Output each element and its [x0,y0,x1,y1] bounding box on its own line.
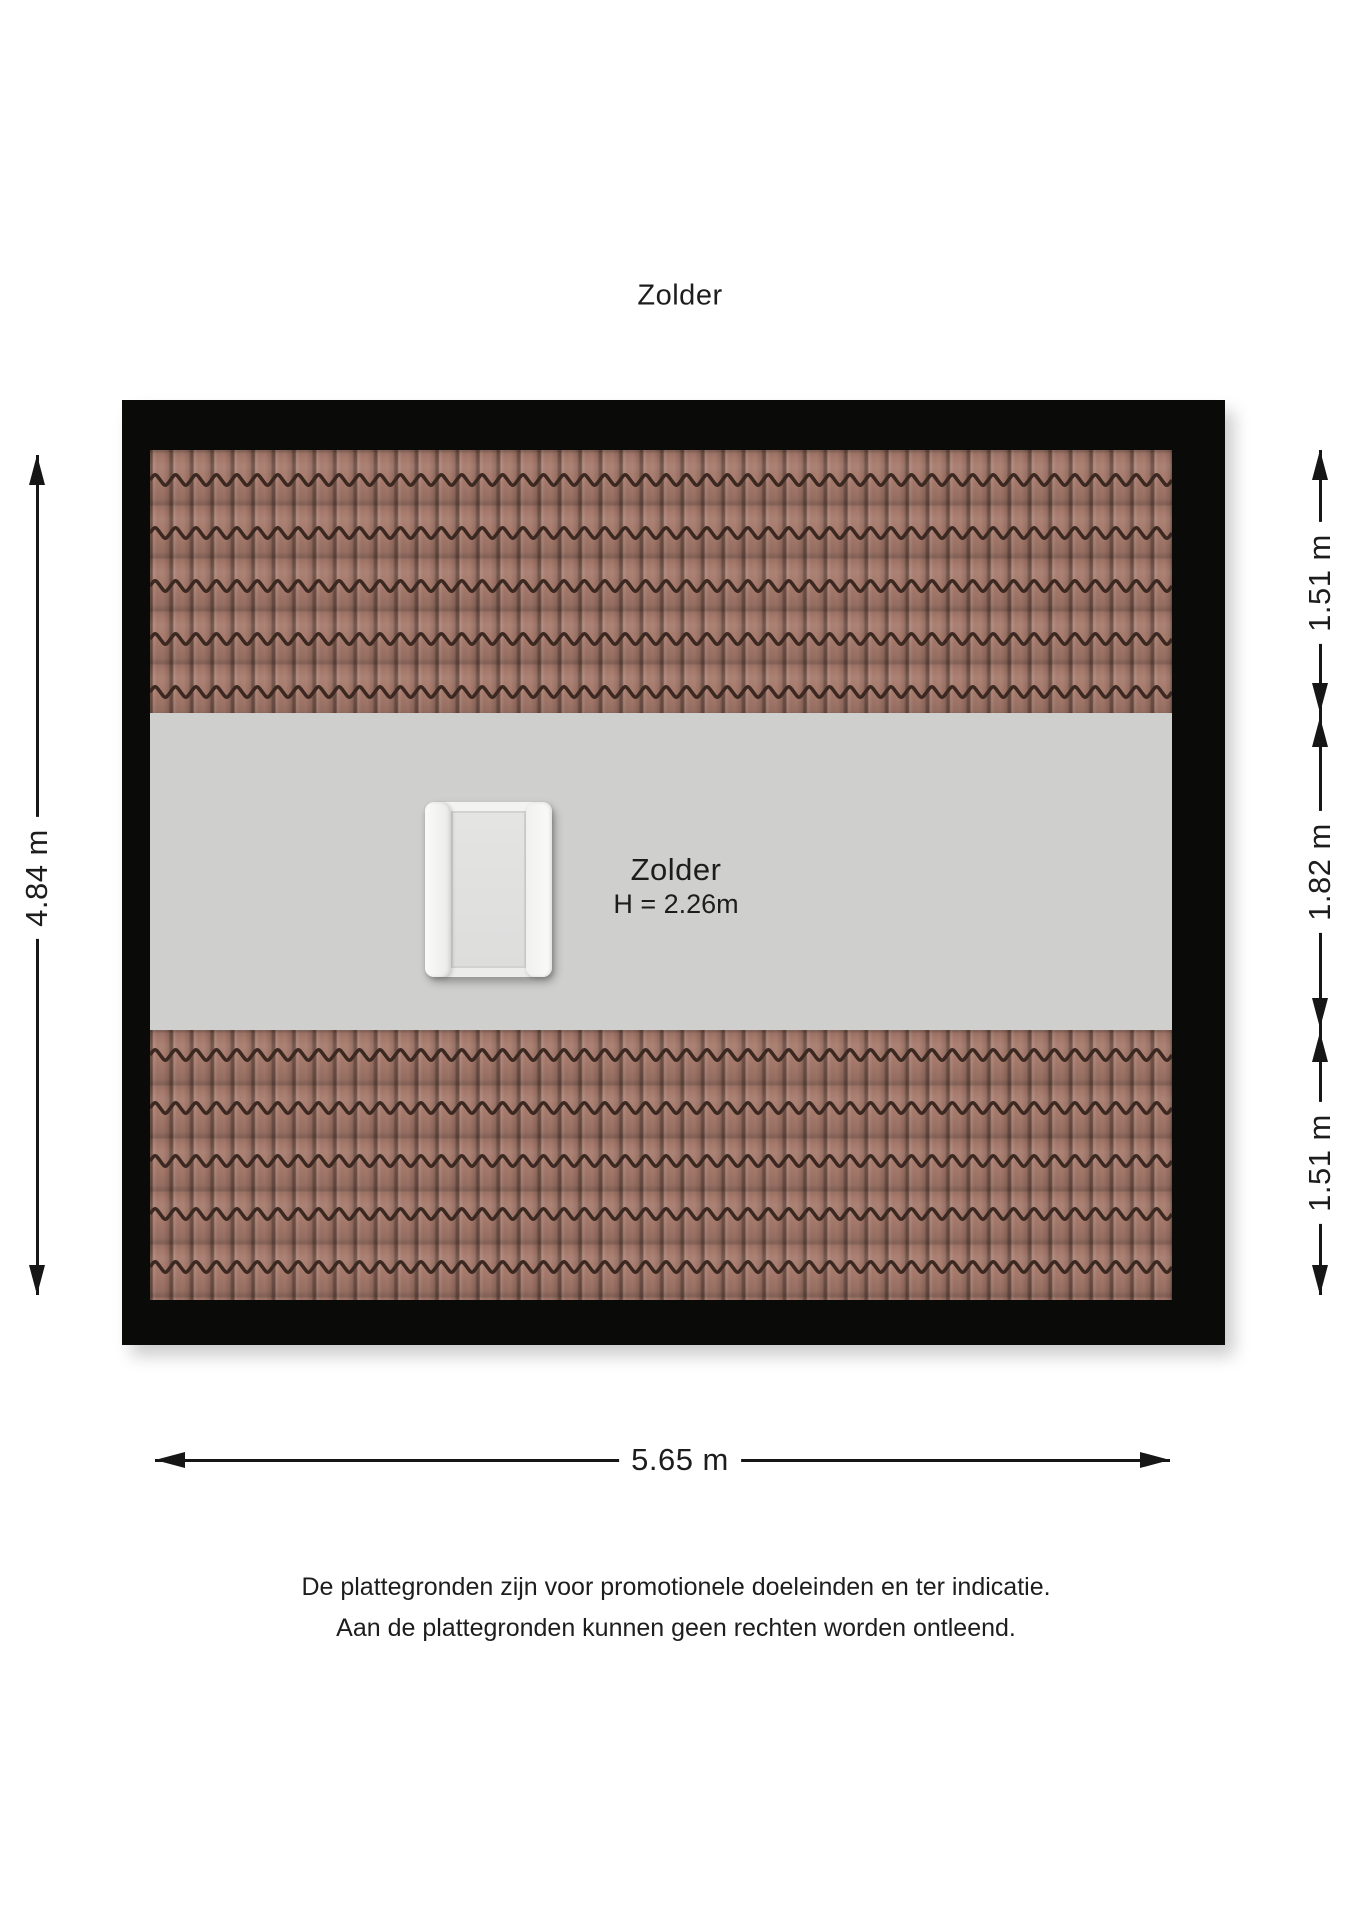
disclaimer [301,1567,1050,1649]
arrowhead-down-icon [29,1265,45,1295]
arrowhead-up-icon [29,455,45,485]
arrowhead-right-icon [1140,1452,1170,1468]
room-label-block [613,852,738,921]
arrowhead-left-icon [155,1452,185,1468]
dimension-bottom-label: 5.65 m [619,1434,741,1486]
skylight-window [425,802,552,977]
attic-floor [150,713,1172,1030]
arrowhead-down-icon [1312,683,1328,713]
skylight-rail-left [425,802,451,977]
dimension-right-label-top: 1.51 m [1294,522,1346,644]
roof-tiles-bottom [150,1030,1172,1300]
page-title: Zolder [637,279,723,312]
dimension-left-label: 4.84 m [11,817,63,939]
dimension-right-label-bottom: 1.51 m [1294,1102,1346,1224]
roof-tiles-top [150,450,1172,713]
arrowhead-down-icon [1312,1265,1328,1295]
disclaimer-line-1: De plattegronden zijn voor promotionele doeleinden en ter indicatie. [301,1573,1051,1601]
tile-wave-pattern [150,1030,1172,1300]
arrowhead-down-icon [1312,998,1328,1028]
room-label: Zolder [630,852,722,887]
tile-wave-pattern [150,450,1172,713]
skylight-glass [451,811,526,968]
outer-wall-interior [150,450,1172,1300]
arrowhead-up-icon [1312,1032,1328,1062]
arrowhead-up-icon [1312,717,1328,747]
dimension-right-label-middle: 1.82 m [1294,811,1346,933]
room-height-label: H = 2.26m [613,889,739,919]
skylight-rail-right [526,802,552,977]
arrowhead-up-icon [1312,450,1328,480]
disclaimer-line-2: Aan de plattegronden kunnen geen rechten worden ontleend. [336,1614,1016,1642]
floorplan [122,400,1225,1345]
